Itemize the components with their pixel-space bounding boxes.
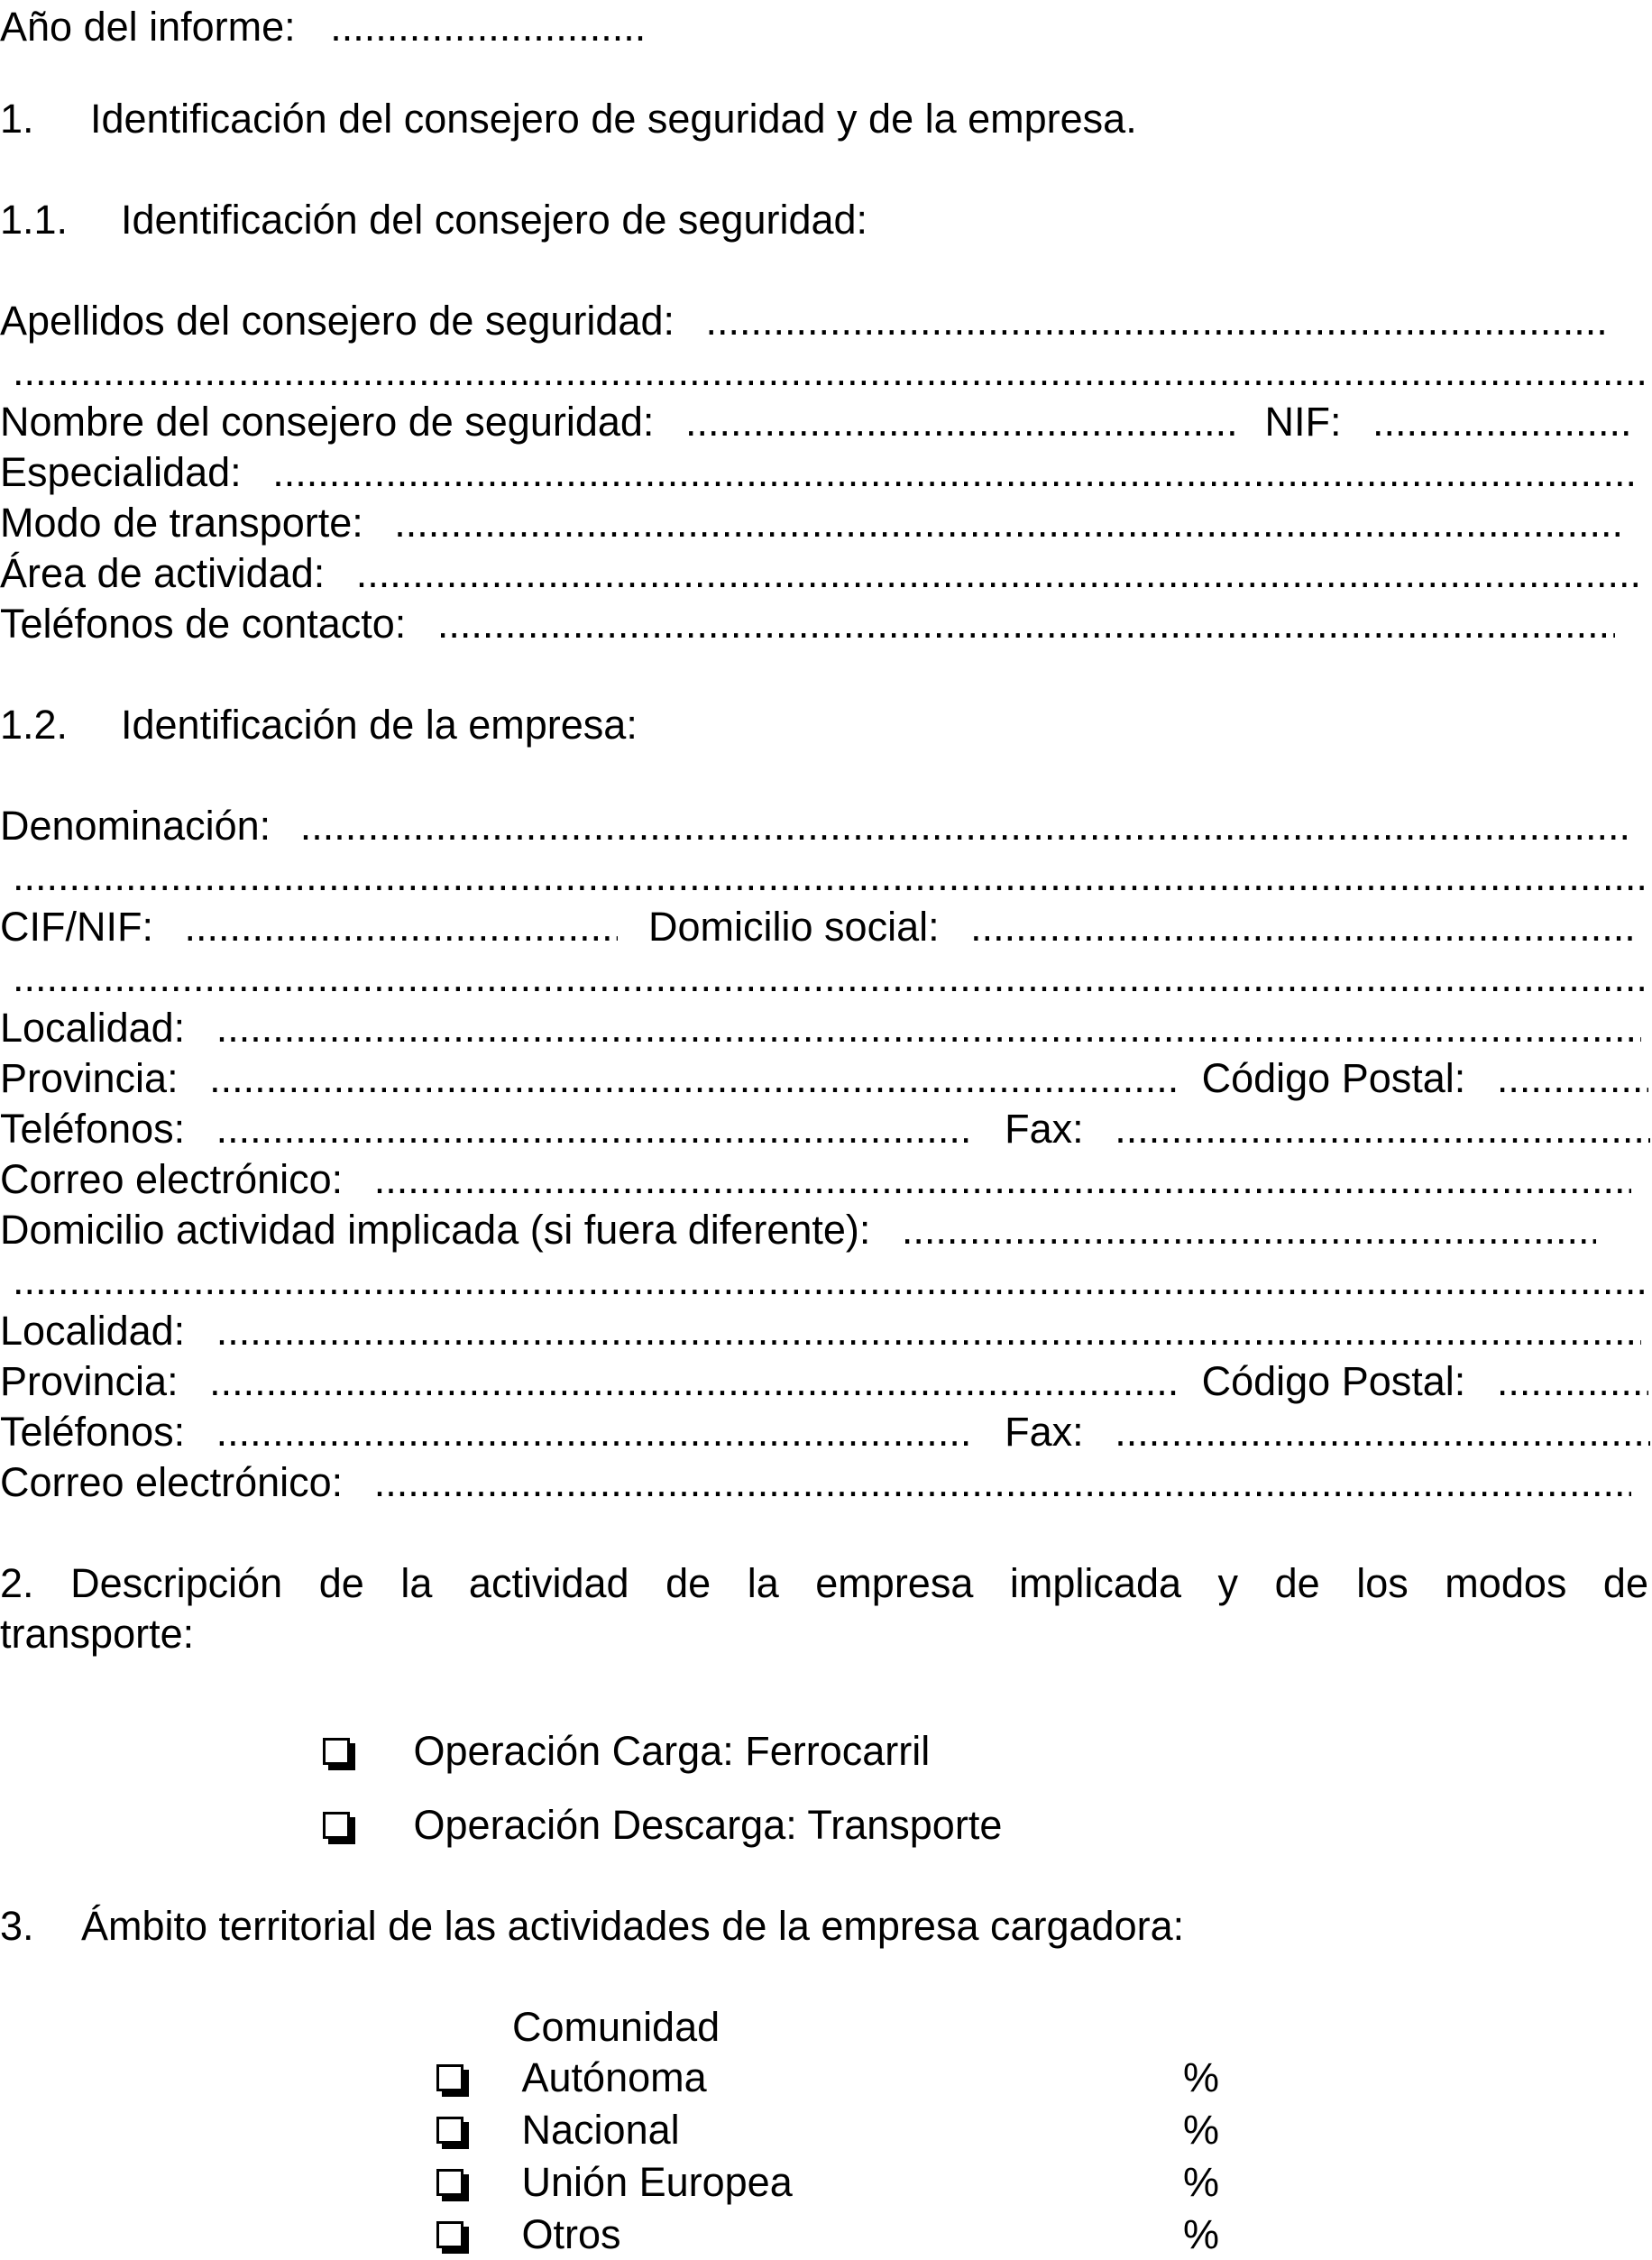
area-actividad-label: Área de actividad: <box>0 550 326 596</box>
section-1-2-title: Identificación de la empresa: <box>121 702 638 748</box>
section-1-1-title: Identificación del consejero de seguridad: <box>121 197 868 243</box>
option-comunidad-autonoma[interactable] <box>436 2053 707 2103</box>
cif-label: CIF/NIF: <box>0 904 153 950</box>
option-union-europea[interactable] <box>436 2157 793 2208</box>
checkbox-icon[interactable] <box>323 1812 350 1839</box>
modo-transporte-label: Modo de transporte: <box>0 500 363 546</box>
telefonos-contacto-field[interactable] <box>437 599 1615 649</box>
localidad-actividad-label: Localidad: <box>0 1308 186 1354</box>
codigo-postal-actividad-label: Código Postal: <box>1201 1358 1466 1404</box>
correo-field[interactable] <box>374 1154 1631 1205</box>
especialidad-label: Especialidad: <box>0 449 242 495</box>
option-operacion-descarga[interactable] <box>323 1800 1002 1851</box>
localidad-actividad-row <box>0 1306 1641 1356</box>
section-2-title-line1: 2. Descripción de la actividad de la empresa implicada y de los modos de <box>0 1560 1648 1606</box>
telefonos-actividad-row <box>0 1407 1650 1457</box>
provincia-label: Provincia: <box>0 1055 179 1101</box>
denominacion-row <box>0 801 1629 851</box>
telefonos-actividad-label: Teléfonos: <box>0 1409 186 1455</box>
domicilio-social-field[interactable] <box>970 902 1632 952</box>
section-2-heading-line2 <box>0 1609 194 1659</box>
year-row <box>0 2 649 52</box>
area-actividad-field[interactable] <box>356 548 1640 599</box>
localidad-actividad-field[interactable] <box>216 1306 1641 1356</box>
option-nacional[interactable] <box>436 2105 680 2155</box>
telefonos-field[interactable] <box>216 1104 974 1154</box>
correo-actividad-row <box>0 1457 1631 1508</box>
checkbox-icon[interactable] <box>436 2117 463 2144</box>
year-label: Año del informe: <box>0 4 296 50</box>
section-1-2-number: 1.2. <box>0 702 69 748</box>
correo-label: Correo electrónico: <box>0 1156 344 1202</box>
section-1-number: 1. <box>0 96 34 142</box>
domicilio-actividad-field[interactable] <box>902 1205 1596 1255</box>
domicilio-social-field-continued[interactable] <box>13 952 1650 1003</box>
codigo-postal-field[interactable] <box>1497 1053 1648 1104</box>
percent-sign-union-europea: % <box>1183 2159 1220 2205</box>
localidad-field[interactable] <box>216 1003 1641 1053</box>
localidad-row <box>0 1003 1641 1053</box>
especialidad-row <box>0 447 1636 498</box>
year-field[interactable] <box>330 2 649 52</box>
option-label-union-europea: Unión Europea <box>521 2159 793 2205</box>
nif-label: NIF: <box>1264 399 1342 445</box>
section-3-title: Ámbito territorial de las actividades de la empresa cargadora: <box>81 1903 1185 1949</box>
correo-row <box>0 1154 1631 1205</box>
option-label-comunidad: Comunidad <box>512 2004 720 2050</box>
fax-actividad-field[interactable] <box>1115 1407 1650 1457</box>
section-1-heading <box>0 94 1137 144</box>
section-1-title: Identificación del consejero de seguridad y de la empresa. <box>90 96 1137 142</box>
denominacion-label: Denominación: <box>0 803 271 849</box>
checkbox-icon[interactable] <box>436 2169 463 2196</box>
nombre-field[interactable] <box>685 397 1235 447</box>
apellidos-field-continued[interactable] <box>13 346 1650 397</box>
checkbox-icon[interactable] <box>323 1738 350 1765</box>
domicilio-actividad-row <box>0 1205 1596 1255</box>
provincia-row <box>0 1053 1648 1104</box>
domicilio-social-label: Domicilio social: <box>648 904 940 950</box>
option-label-nacional: Nacional <box>521 2107 680 2153</box>
option-otros[interactable] <box>436 2209 621 2260</box>
domicilio-social-continuation-row <box>13 952 1650 1003</box>
section-3-heading <box>0 1901 1184 1952</box>
codigo-postal-actividad-field[interactable] <box>1497 1356 1648 1407</box>
nif-field[interactable] <box>1372 397 1634 447</box>
domicilio-actividad-continuation-row <box>13 1255 1650 1306</box>
localidad-label: Localidad: <box>0 1005 186 1051</box>
option-comunidad-line1 <box>512 2002 720 2053</box>
option-label: Operación Carga: Ferrocarril <box>413 1728 931 1774</box>
fax-field[interactable] <box>1115 1104 1650 1154</box>
section-1-1-heading <box>0 195 867 245</box>
option-label: Operación Descarga: Transporte <box>413 1802 1003 1848</box>
telefonos-label: Teléfonos: <box>0 1106 186 1152</box>
fax-label: Fax: <box>1005 1106 1084 1152</box>
domicilio-actividad-field-continued[interactable] <box>13 1255 1650 1306</box>
checkbox-icon[interactable] <box>436 2221 463 2248</box>
section-2-heading-line1 <box>0 1558 1648 1609</box>
checkbox-icon[interactable] <box>436 2064 463 2091</box>
modo-transporte-field[interactable] <box>394 498 1626 548</box>
telefonos-actividad-field[interactable] <box>216 1407 974 1457</box>
provincia-actividad-label: Provincia: <box>0 1358 179 1404</box>
option-label-otros: Otros <box>521 2211 621 2257</box>
percent-sign-otros: % <box>1183 2211 1220 2257</box>
codigo-postal-label: Código Postal: <box>1201 1055 1466 1101</box>
correo-actividad-field[interactable] <box>374 1457 1631 1508</box>
percent-sign-nacional: % <box>1183 2107 1220 2153</box>
denominacion-field-continued[interactable] <box>13 851 1650 902</box>
denominacion-continuation-row <box>13 851 1650 902</box>
option-label-autonoma: Autónoma <box>521 2054 707 2100</box>
fax-actividad-label: Fax: <box>1005 1409 1084 1455</box>
telefonos-contacto-row <box>0 599 1615 649</box>
domicilio-actividad-label: Domicilio actividad implicada (si fuera diferente): <box>0 1207 871 1253</box>
denominacion-field[interactable] <box>300 801 1629 851</box>
section-1-1-number: 1.1. <box>0 197 69 243</box>
provincia-actividad-field[interactable] <box>209 1356 1176 1407</box>
apellidos-continuation-row <box>13 346 1650 397</box>
area-actividad-row <box>0 548 1640 599</box>
percent-sign-comunidad: % <box>1183 2054 1220 2100</box>
apellidos-row <box>0 296 1608 346</box>
nombre-row <box>0 397 1634 447</box>
telefonos-contacto-label: Teléfonos de contacto: <box>0 601 407 647</box>
provincia-field[interactable] <box>209 1053 1176 1104</box>
provincia-actividad-row <box>0 1356 1648 1407</box>
apellidos-field[interactable] <box>706 296 1608 346</box>
apellidos-label: Apellidos del consejero de seguridad: <box>0 298 675 344</box>
telefonos-row <box>0 1104 1650 1154</box>
section-2-title-line2: transporte: <box>0 1611 195 1657</box>
correo-actividad-label: Correo electrónico: <box>0 1459 344 1505</box>
cif-row <box>0 902 1632 952</box>
cif-field[interactable] <box>185 902 618 952</box>
nombre-label: Nombre del consejero de seguridad: <box>0 399 655 445</box>
section-1-2-heading <box>0 700 638 750</box>
modo-transporte-row <box>0 498 1626 548</box>
especialidad-field[interactable] <box>272 447 1636 498</box>
option-operacion-carga[interactable] <box>323 1726 930 1777</box>
section-3-number: 3. <box>0 1903 34 1949</box>
